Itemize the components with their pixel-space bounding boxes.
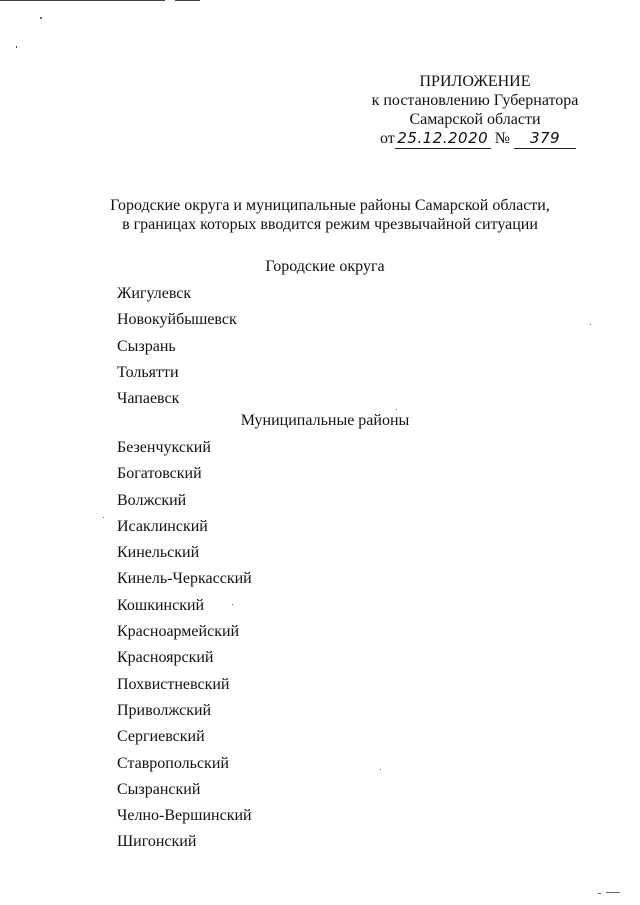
city-districts-heading: Городские округа <box>265 258 385 275</box>
list-item: Ставропольский <box>117 754 229 772</box>
list-item: Безенчукский <box>117 439 211 456</box>
municipal-districts-heading: Муниципальные районы <box>240 412 410 429</box>
scan-speck <box>590 324 591 325</box>
list-item: Красноярский <box>117 649 214 667</box>
region-name: Самарской области <box>409 111 541 128</box>
municipal-districts-list <box>117 438 252 859</box>
list-item: Чапаевск <box>117 390 180 408</box>
list-item: Красноармейский <box>117 623 240 641</box>
scan-speck <box>16 46 17 48</box>
resolution-reference: к постановлению Губернатора <box>371 92 579 109</box>
list-item: Кинель-Черкасский <box>117 570 252 588</box>
appendix-label: ПРИЛОЖЕНИЕ <box>419 73 531 90</box>
handwritten-date: 25.12.2020 <box>395 129 491 149</box>
title-line-2: в границах которых вводится режим чрезвычайной ситуации <box>122 216 538 233</box>
list-item: Челно-Вершинский <box>117 807 252 825</box>
list-item: Шигонский <box>117 833 197 851</box>
scan-speck <box>380 769 381 770</box>
order-date-number-line <box>356 129 600 149</box>
list-item: Похвистневский <box>117 675 230 693</box>
scan-edge-line <box>606 892 620 893</box>
number-sign: № <box>494 130 511 147</box>
scan-edge-line <box>598 893 601 894</box>
scan-edge-line <box>0 0 165 1</box>
date-prefix: от <box>379 130 395 147</box>
list-item: Тольятти <box>117 363 179 381</box>
list-item: Сызрань <box>117 337 176 355</box>
list-item: Кошкинский <box>117 596 205 614</box>
list-item: Приволжский <box>117 701 212 719</box>
handwritten-number: 379 <box>514 129 576 149</box>
scan-speck <box>40 17 42 19</box>
appendix-header <box>350 72 600 149</box>
list-item: Сызранский <box>117 780 201 798</box>
scan-speck <box>103 517 104 518</box>
scan-speck <box>396 409 397 410</box>
list-item: Сергиевский <box>117 728 205 746</box>
list-item: Кинельский <box>117 544 200 562</box>
list-item: Новокуйбышевск <box>117 311 237 329</box>
title-line-1: Городские округа и муниципальные районы Самарской области, <box>110 197 550 214</box>
list-item: Богатовский <box>117 465 202 483</box>
city-districts-list <box>117 284 237 415</box>
list-item: Жигулевск <box>117 285 192 302</box>
document-title <box>80 196 580 234</box>
scan-edge-line <box>175 0 200 1</box>
list-item: Волжский <box>117 491 187 509</box>
list-item: Исаклинский <box>117 517 208 535</box>
